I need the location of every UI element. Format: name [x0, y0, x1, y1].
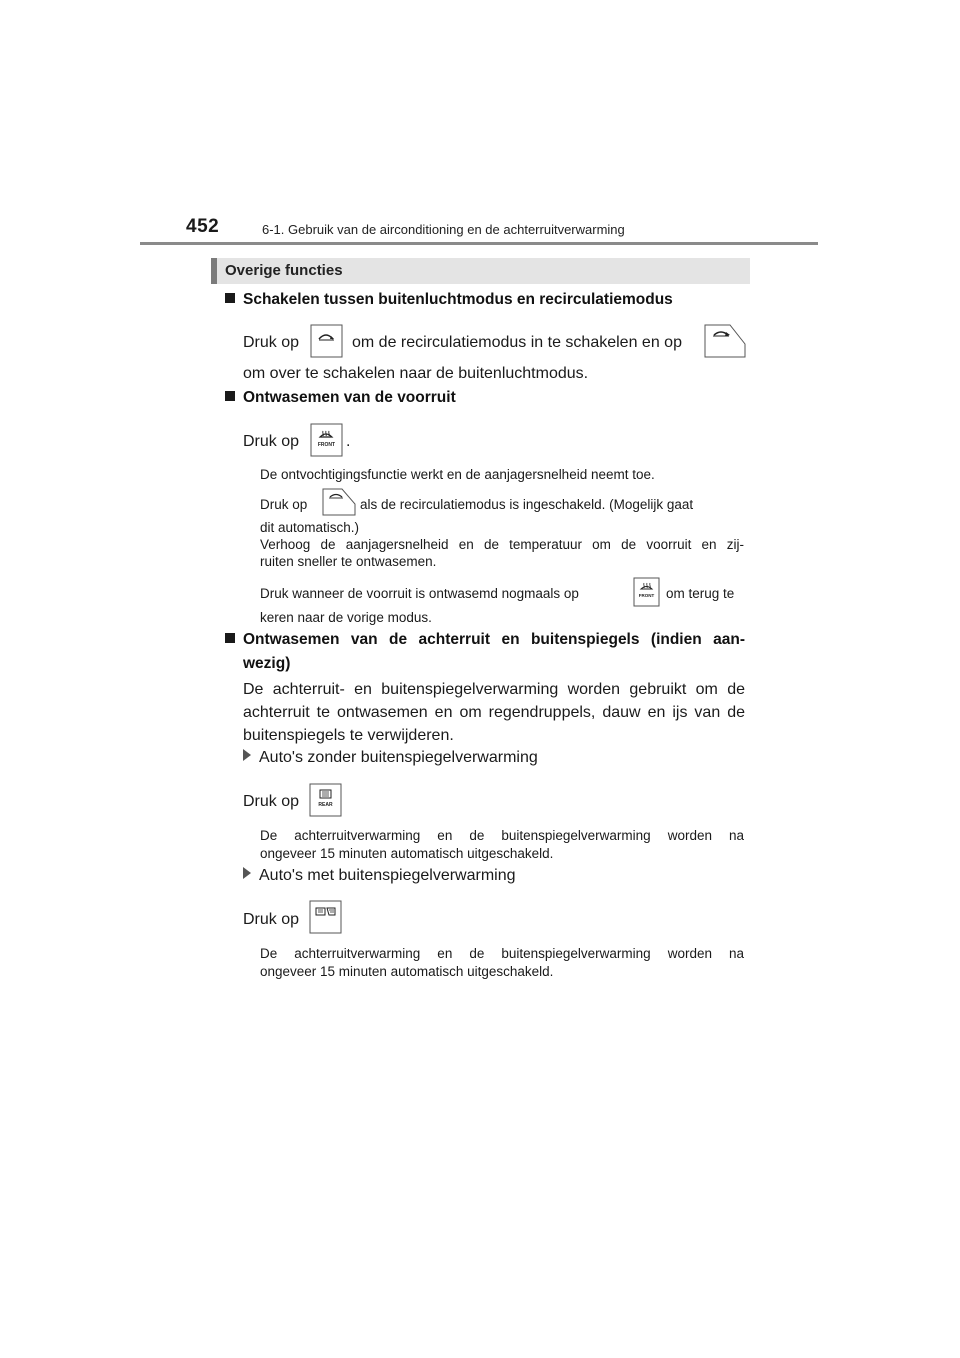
- para-line-1: De achterruit- en buitenspiegelverwarming worden gebruikt om de: [243, 681, 745, 698]
- note-return: om terug te: [666, 586, 735, 601]
- note-press-again: Druk wanneer de voorruit is ontwasemd nogmaals op: [260, 586, 579, 601]
- section-bar-accent: [211, 258, 217, 284]
- note-increase-speed: Verhoog de aanjagersnelheid en de temperatuur om de voorruit en zij-: [260, 537, 744, 552]
- note-rear-2: ongeveer 15 minuten automatisch uitgeschakeld.: [260, 846, 554, 861]
- outside-air-button-icon: [704, 324, 746, 358]
- text-dot: .: [346, 433, 351, 450]
- section-title: Overige functies: [225, 262, 343, 279]
- note-rear-1: De achterruitverwarming en de buitenspiegelverwarming worden na: [260, 828, 744, 843]
- front-defroster-button-small-icon: [633, 577, 660, 607]
- rear-label: REAR: [318, 802, 333, 808]
- page-number: 452: [186, 216, 220, 237]
- text-druk-op: Druk op: [243, 793, 300, 810]
- arrow-bullet-icon: [243, 749, 251, 761]
- front-defroster-button-icon: [310, 423, 343, 457]
- note-druk-op: Druk op: [260, 497, 308, 512]
- note-dehumidify: De ontvochtigingsfunctie werkt en de aanjagersnelheid neemt toe.: [260, 467, 655, 482]
- bullet-square-icon: [225, 391, 235, 401]
- heading-recirculation: Schakelen tussen buitenluchtmodus en recirculatiemodus: [225, 291, 673, 309]
- front-label: FRONT: [317, 442, 336, 448]
- rear-defogger-button-icon: [309, 783, 342, 817]
- header-rule: [140, 242, 818, 245]
- text-druk-op: Druk op: [243, 334, 300, 351]
- outside-air-button-small-icon: [322, 488, 356, 516]
- text-recirc-on: om de recirculatiemodus in te schakelen en op: [352, 334, 682, 351]
- arrow-bullet-icon: [243, 867, 251, 879]
- svg-text:FRONT: FRONT: [638, 593, 655, 598]
- para-line-2: achterruit te ontwasemen en om regendruppels, dauw en ijs van de: [243, 704, 745, 721]
- variant-without-mirror-heater: Auto's zonder buitenspiegelverwarming: [243, 749, 538, 767]
- note-previous-mode: keren naar de vorige modus.: [260, 610, 432, 625]
- bullet-square-icon: [225, 293, 235, 303]
- note-side-windows: ruiten sneller te ontwasemen.: [260, 554, 437, 569]
- text-outside-air: om over te schakelen naar de buitenluchtmodus.: [243, 365, 589, 382]
- chapter-title: 6-1. Gebruik van de airconditioning en de achterruitverwarming: [262, 222, 625, 237]
- heading-rear-defog-cont: wezig): [243, 655, 291, 672]
- rear-mirror-defogger-button-icon: [309, 900, 342, 934]
- heading-rear-defog: Ontwasemen van de achterruit en buitenspiegels (indien aan-: [225, 631, 745, 649]
- note-mirror-1: De achterruitverwarming en de buitenspiegelverwarming worden na: [260, 946, 744, 961]
- text-druk-op: Druk op: [243, 433, 300, 450]
- section-bar: [211, 258, 750, 284]
- para-line-3: buitenspiegels te verwijderen.: [243, 727, 454, 744]
- text-druk-op: Druk op: [243, 911, 300, 928]
- note-recirc-on: als de recirculatiemodus is ingeschakeld. (Mogelijk gaat: [360, 497, 694, 512]
- note-mirror-2: ongeveer 15 minuten automatisch uitgeschakeld.: [260, 964, 554, 979]
- recirculation-button-icon: [310, 324, 343, 358]
- heading-front-defog: Ontwasemen van de voorruit: [225, 389, 456, 407]
- variant-with-mirror-heater: Auto's met buitenspiegelverwarming: [243, 867, 516, 885]
- bullet-square-icon: [225, 633, 235, 643]
- note-auto: dit automatisch.): [260, 520, 360, 535]
